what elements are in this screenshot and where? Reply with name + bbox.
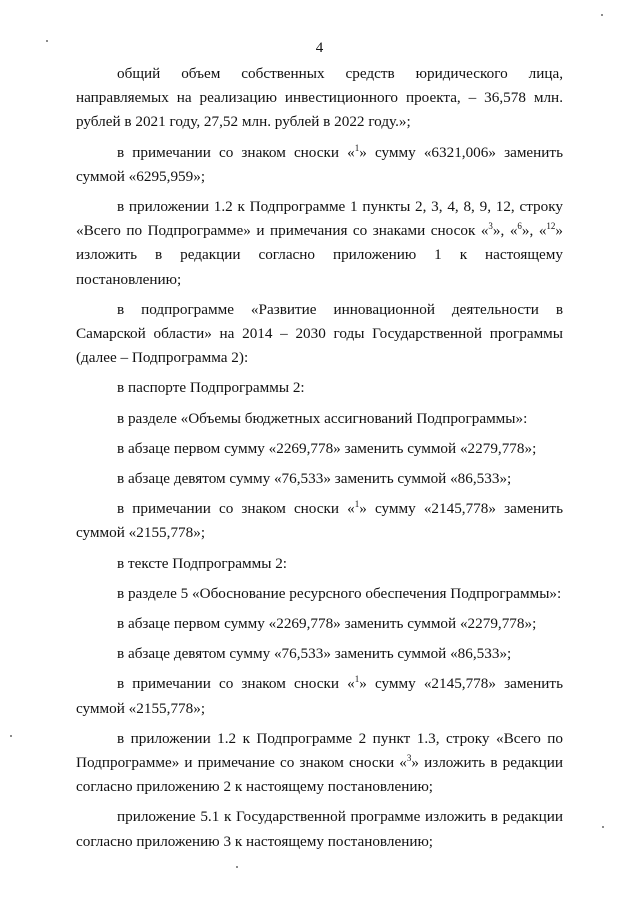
paragraph: общий объем собственных средств юридического лица, направляемых на реализацию инвестиционного проекта, – 36,578 млн. рублей в 2021 году, 27,52 млн. рублей в 2022 году.»;	[76, 65, 563, 131]
paragraph: в тексте Подпрограммы 2:	[117, 554, 288, 572]
scan-speck	[10, 735, 12, 737]
paragraph: в примечании со знаком сноски «$^1$» сумму «2145,778» заменить суммой «2155,778»;	[76, 499, 563, 542]
scan-speck	[601, 14, 603, 16]
paragraph: в подпрограмме «Развитие инновационной деятельности в Самарской области» на 2014 – 2030 годы Государственной программы (далее – Подпрограмма 2):	[76, 300, 563, 367]
paragraph: в абзаце девятом сумму «76,533» заменить суммой «86,533»;	[117, 645, 512, 663]
scan-speck	[236, 866, 238, 868]
document-body	[76, 62, 563, 860]
scan-speck	[602, 826, 604, 828]
paragraph: в абзаце девятом сумму «76,533» заменить суммой «86,533»;	[117, 470, 512, 488]
paragraph: в примечании со знаком сноски «$^1$» сумму «6321,006» заменить суммой «6295,959»;	[76, 142, 563, 185]
paragraph: в примечании со знаком сноски «$^1$» сумму «2145,778» заменить суммой «2155,778»;	[76, 674, 563, 717]
paragraph: в приложении 1.2 к Подпрограмме 2 пункт 1.3, строку «Всего по Подпрограмме» и примечание со знаком сноски «$^3$» изложить в редакции согласно приложению 2 к настоящему постановлению;	[76, 729, 563, 796]
scan-speck	[46, 40, 48, 42]
paragraph: в разделе «Объемы бюджетных ассигнований Подпрограммы»:	[117, 409, 528, 427]
paragraph: в разделе 5 «Обоснование ресурсного обеспечения Подпрограммы»:	[117, 584, 562, 602]
paragraph: в паспорте Подпрограммы 2:	[117, 379, 305, 397]
paragraph: в абзаце первом сумму «2269,778» заменить суммой «2279,778»;	[117, 439, 537, 457]
paragraph: в абзаце первом сумму «2269,778» заменить суммой «2279,778»;	[117, 615, 537, 633]
paragraph: приложение 5.1 к Государственной программе изложить в редакции согласно приложению 3 к настоящему постановлению;	[76, 808, 563, 850]
paragraph: в приложении 1.2 к Подпрограмме 1 пункты 2, 3, 4, 8, 9, 12, строку «Всего по Подпрограмме» и примечания со знаками сносок «$^3$», «$^6$», «$^{12}$» изложить в редакции согласно приложению 1 к настоящему постановлению;	[76, 198, 564, 288]
page-number: 4	[315, 40, 324, 56]
